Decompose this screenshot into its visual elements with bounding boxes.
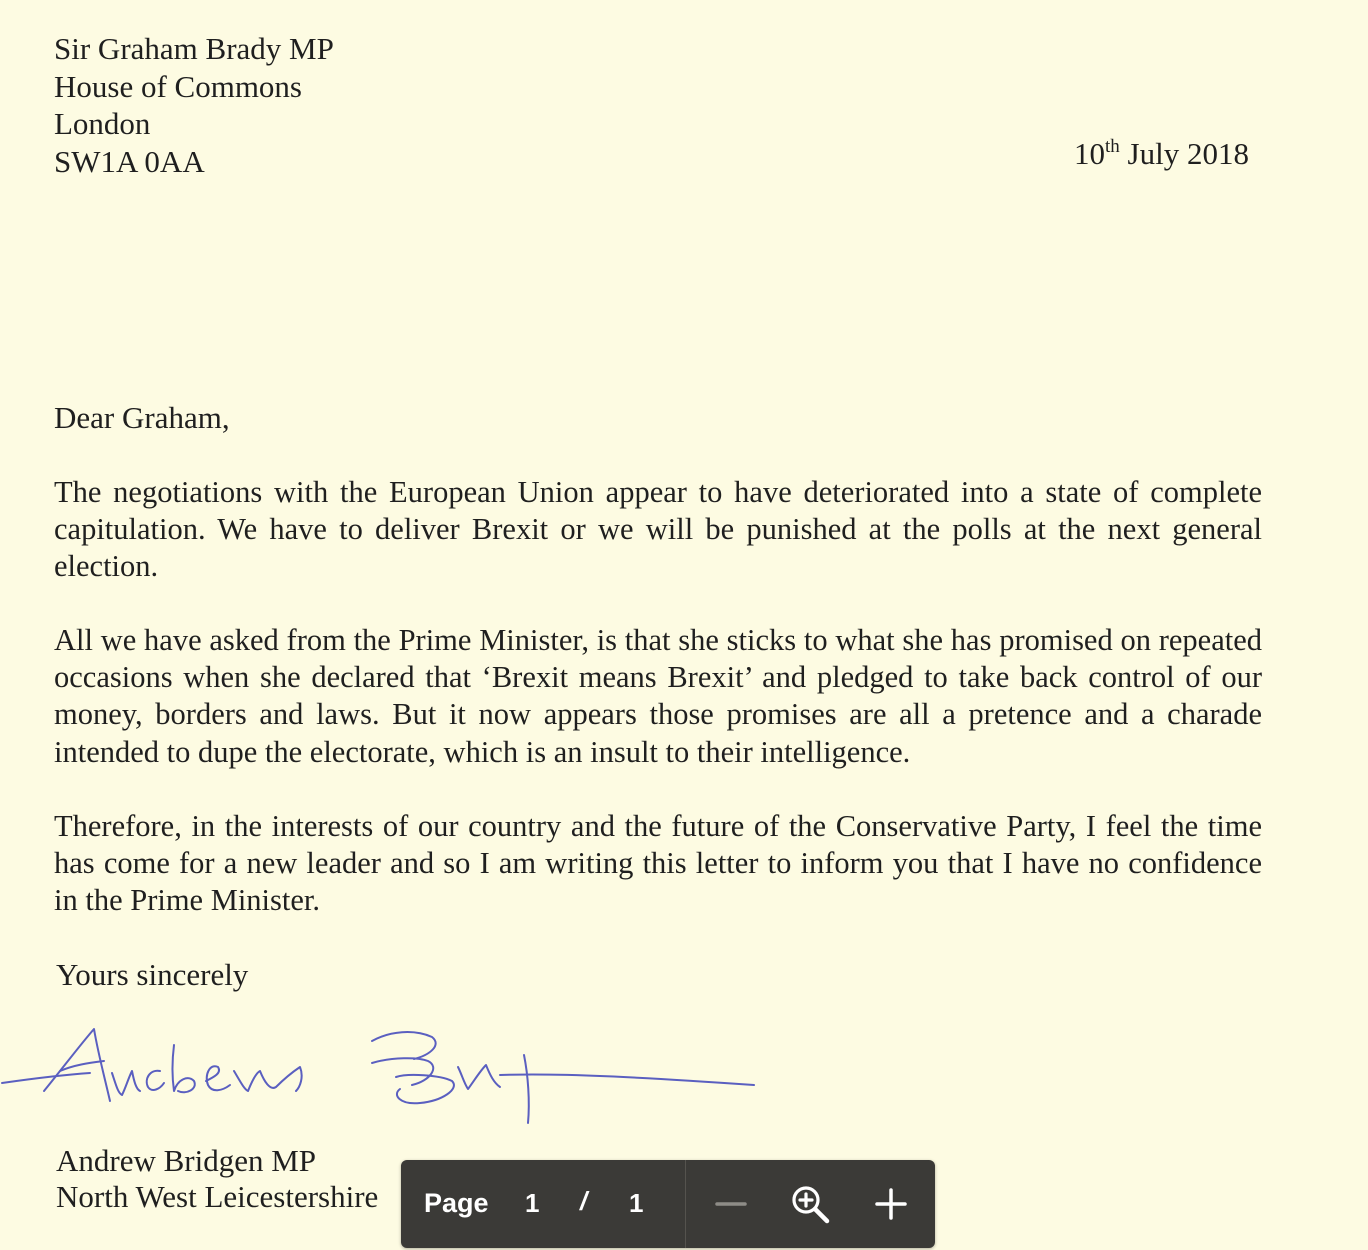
zoom-in-button[interactable] [869,1182,913,1226]
current-page-input[interactable]: 1 [525,1188,540,1218]
paragraph: The negotiations with the European Union appear to have deteriorated into a state of complete capitulation. We have to deliver Brexit or we will be punished at the polls at the next general election. [54,475,1262,584]
signature-stroke [173,1045,195,1092]
recipient-org: House of Commons [54,68,302,104]
handwritten-signature [0,1015,780,1135]
recipient-address [54,30,334,180]
recipient-postcode: SW1A 0AA [54,143,205,179]
signature-stroke [524,1055,529,1123]
signature-stroke [147,1071,164,1090]
pdf-viewer-toolbar [401,1160,935,1248]
signature-stroke [112,1071,140,1095]
closing: Yours sincerely [56,957,249,992]
zoom-out-button[interactable] [709,1182,753,1226]
salutation: Dear Graham, [54,400,230,435]
paragraph: Therefore, in the interests of our country and the future of the Conservative Party, I feel the time has come for a new leader and so I am writing this letter to inform you that I have no confidence in the Prime Minister. [54,809,1262,918]
paragraph: All we have asked from the Prime Minister, is that she sticks to what she has promised on repeated occasions when she declared that ‘Brexit means Brexit’ and pledged to take back control of our money, borders and laws. But it now appears those promises are all a pretence and a charade intended to dupe the electorate, which is an insult to their intelligence. [54,623,1262,769]
signature-stroke [458,1065,500,1089]
recipient-name: Sir Graham Brady MP [54,31,334,66]
signature-stroke [500,1074,754,1085]
page-label: Page [424,1188,489,1218]
date-suffix: th [1105,136,1120,157]
sender-block [56,1143,378,1215]
page-separator: / [580,1186,588,1216]
date-day: 10 [1074,136,1105,171]
signature-stroke [372,1058,433,1085]
signature-strokes [2,1029,754,1123]
plus-icon [877,1190,905,1218]
signature-stroke [2,1073,90,1083]
recipient-city: London [54,106,151,141]
signature-stroke [206,1066,230,1090]
signature-stroke [234,1067,302,1091]
magnifier-plus-icon [794,1188,827,1221]
signature-stroke [372,1032,436,1059]
total-pages: 1 [629,1188,644,1218]
sender-name: Andrew Bridgen MP [56,1143,317,1178]
toolbar-divider [685,1160,686,1248]
letter-date [1074,136,1249,172]
date-rest: July 2018 [1119,136,1249,171]
sender-constituency: North West Leicestershire [56,1179,379,1214]
zoom-tool-button[interactable] [788,1182,832,1226]
